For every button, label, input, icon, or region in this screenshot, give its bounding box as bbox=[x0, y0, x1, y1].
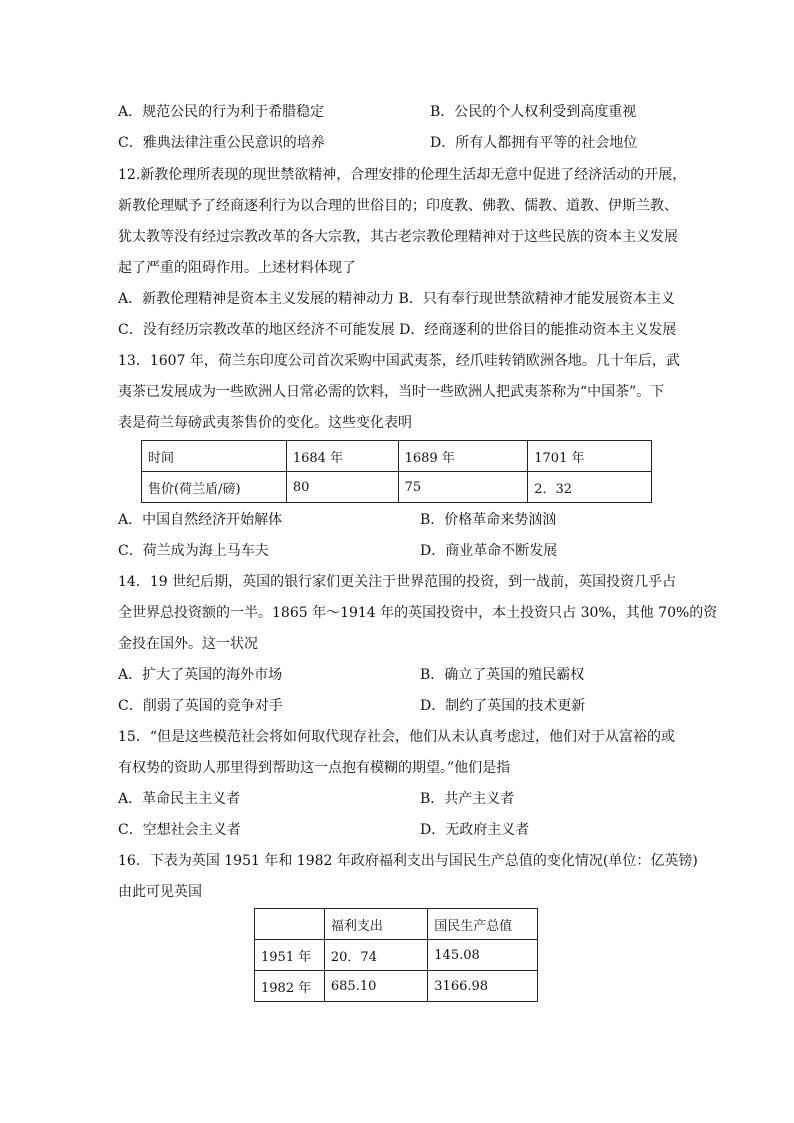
q15-option-a: A．革命民主主义者 bbox=[118, 791, 241, 807]
q13-stem-line: 表是荷兰每磅武夷茶售价的变化。这些变化表明 bbox=[118, 415, 412, 431]
table-row bbox=[142, 441, 652, 472]
table-header-cell: 1689 年 bbox=[398, 441, 528, 472]
q14-option-a: A．扩大了英国的海外市场 bbox=[118, 667, 283, 683]
table-cell: 145.08 bbox=[428, 940, 538, 971]
q13-option-b: B．价格革命来势汹汹 bbox=[420, 512, 557, 528]
table-header-cell: 1684 年 bbox=[286, 441, 398, 472]
table-cell: 3166.98 bbox=[428, 971, 538, 1002]
q12-stem-line: 犹太教等没有经过宗教改革的各大宗教，其古老宗教伦理精神对于这些民族的资本主义发展 bbox=[118, 229, 678, 245]
q16-stem-line: 由此可见英国 bbox=[118, 884, 202, 900]
q12-stem-line: 起了严重的阻碍作用。上述材料体现了 bbox=[118, 260, 356, 276]
q12-options-ab: A．新教伦理精神是资本主义发展的精神动力 B．只有奉行现世禁欲精神才能发展资本主义 bbox=[118, 291, 675, 307]
q11-option-d: D．所有人都拥有平等的社会地位 bbox=[430, 135, 638, 151]
q13-option-a: A．中国自然经济开始解体 bbox=[118, 512, 283, 528]
table-cell: 20．74 bbox=[324, 940, 427, 971]
q16-stem-line: 16．下表为英国 1951 年和 1982 年政府福利支出与国民生产总值的变化情况(单位：亿英镑) bbox=[118, 853, 698, 869]
table-header-cell: 福利支出 bbox=[324, 909, 427, 940]
q13-stem-line: 13．1607 年，荷兰东印度公司首次采购中国武夷茶，经爪哇转销欧洲各地。几十年后，武 bbox=[118, 353, 680, 369]
table-cell: 75 bbox=[398, 472, 528, 503]
table-cell: 685.10 bbox=[324, 971, 427, 1002]
q15-option-c: C．空想社会主义者 bbox=[118, 822, 241, 838]
q13-price-table bbox=[141, 440, 652, 503]
table-cell: 1982 年 bbox=[255, 971, 325, 1002]
q16-welfare-table bbox=[254, 908, 538, 1002]
q14-option-c: C．削弱了英国的竞争对手 bbox=[118, 698, 283, 714]
table-row bbox=[255, 909, 538, 940]
table-header-cell bbox=[255, 909, 325, 940]
q15-option-d: D．无政府主义者 bbox=[420, 822, 530, 838]
table-cell: 售价(荷兰盾/磅) bbox=[142, 472, 287, 503]
q13-option-d: D．商业革命不断发展 bbox=[420, 543, 558, 559]
q15-option-b: B．共产主义者 bbox=[420, 791, 515, 807]
table-row bbox=[255, 940, 538, 971]
q15-stem-line: 15．“但是这些模范社会将如何取代现存社会，他们从未认真考虑过，他们对于从富裕的或 bbox=[118, 729, 675, 745]
table-cell: 1951 年 bbox=[255, 940, 325, 971]
table-cell: 2．32 bbox=[528, 472, 652, 503]
q13-stem-line: 夷茶已发展成为一些欧洲人日常必需的饮料，当时一些欧洲人把武夷茶称为“中国茶”。下 bbox=[118, 384, 665, 400]
q15-stem-line: 有权势的资助人那里得到帮助这一点抱有模糊的期望。”他们是指 bbox=[118, 760, 511, 776]
q14-stem-line: 全世界总投资额的一半。1865 年～1914 年的英国投资中，本土投资只占 30%，其他 70%的资 bbox=[118, 605, 718, 621]
q11-option-a: A．规范公民的行为利于希腊稳定 bbox=[118, 104, 325, 120]
table-row bbox=[255, 971, 538, 1002]
q14-option-d: D．制约了英国的技术更新 bbox=[420, 698, 586, 714]
table-row bbox=[142, 472, 652, 503]
q11-option-c: C．雅典法律注重公民意识的培养 bbox=[118, 135, 325, 151]
q13-option-c: C．荷兰成为海上马车夫 bbox=[118, 543, 269, 559]
q14-stem-line: 14．19 世纪后期，英国的银行家们更关注于世界范围的投资，到一战前，英国投资几乎占 bbox=[118, 574, 677, 590]
q12-options-cd: C．没有经历宗教改革的地区经济不可能发展 D．经商逐利的世俗目的能推动资本主义发展 bbox=[118, 322, 677, 338]
q11-option-b: B．公民的个人权利受到高度重视 bbox=[430, 104, 637, 120]
table-header-cell: 时间 bbox=[142, 441, 287, 472]
q12-stem-line: 新教伦理赋予了经商逐利行为以合理的世俗目的；印度教、佛教、儒教、道教、伊斯兰教、 bbox=[118, 198, 678, 214]
q14-option-b: B．确立了英国的殖民霸权 bbox=[420, 667, 585, 683]
table-header-cell: 1701 年 bbox=[528, 441, 652, 472]
q14-stem-line: 金投在国外。这一状况 bbox=[118, 636, 258, 652]
table-header-cell: 国民生产总值 bbox=[428, 909, 538, 940]
table-cell: 80 bbox=[286, 472, 398, 503]
q12-stem-line: 12.新教伦理所表现的现世禁欲精神，合理安排的伦理生活却无意中促进了经济活动的开展， bbox=[118, 167, 687, 183]
